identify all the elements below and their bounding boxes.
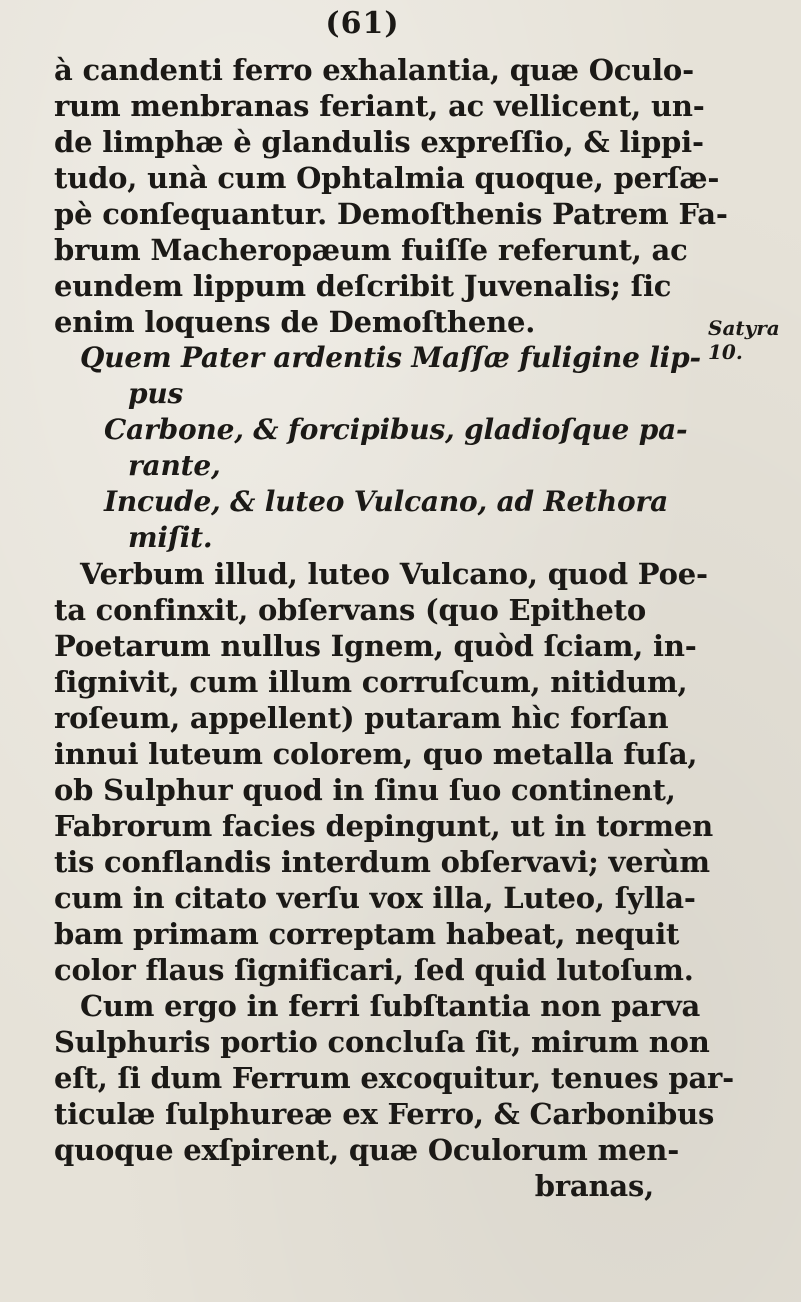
text-line: quoque exſpirent, quæ Oculorum men-	[54, 1133, 680, 1167]
text-line: Verbum illud, luteo Vulcano, quod Poe-	[80, 557, 708, 591]
text-line: ticulæ ſulphureæ ex Ferro, & Carbonibus	[54, 1097, 715, 1131]
text-line: de limphæ è glandulis expreſſio, & lippi-	[54, 125, 704, 159]
text-line: tudo, unà cum Ophtalmia quoque, perſæ-	[54, 161, 720, 195]
text-line: eundem lippum deſcribit Juvenalis; ſic	[54, 269, 672, 303]
margin-note	[708, 316, 780, 364]
text-line: roſeum, appellent) putaram hìc forſan	[54, 701, 669, 735]
verse-line: pus	[128, 377, 184, 410]
verse-line: miſit.	[128, 521, 213, 554]
text-line: ta confinxit, obſervans (quo Epitheto	[54, 593, 646, 627]
text-line: cum in citato verſu vox illa, Luteo, ſylla-	[54, 881, 696, 915]
text-line: ſignivit, cum illum corruſcum, nitidum,	[54, 665, 688, 699]
text-line: color flaus ſignificari, ſed quid lutoſum.	[54, 953, 694, 987]
text-line: rum menbranas feriant, ac vellicent, un-	[54, 89, 705, 123]
catchword: branas,	[534, 1169, 654, 1203]
margin-note-line: Satyra	[708, 316, 780, 340]
verse-line: Carbone, & forcipibus, gladioſque pa-	[104, 413, 688, 446]
text-line: bam primam correptam habeat, nequit	[54, 917, 680, 951]
text-line: pè conſequantur. Demoſthenis Patrem Fa-	[54, 197, 728, 231]
page-number: (61)	[325, 6, 400, 41]
text-line: eſt, ſi dum Ferrum excoquitur, tenues par-	[54, 1061, 734, 1095]
text-line: ob Sulphur quod in ſinu ſuo continent,	[54, 773, 676, 807]
text-line: Fabrorum facies depingunt, ut in tormen	[54, 809, 714, 843]
text-line: Cum ergo in ferri ſubſtantia non parva	[80, 989, 701, 1023]
text-line: brum Macheropæum fuiſſe referunt, ac	[54, 233, 688, 267]
text-line: tis conflandis interdum obſervavi; verùm	[54, 845, 710, 879]
verse-line: rante,	[128, 449, 221, 482]
text-line: à candenti ferro exhalantia, quæ Oculo-	[54, 53, 694, 87]
verse-line: Quem Pater ardentis Maſſæ fuligine lip-	[80, 341, 701, 374]
text-line: innui luteum colorem, quo metalla fuſa,	[54, 737, 698, 771]
text-line: Sulphuris portio concluſa ſit, mirum non	[54, 1025, 710, 1059]
margin-note-line: 10.	[708, 340, 743, 364]
text-line: enim loquens de Demoſthene.	[54, 305, 536, 339]
verse-line: Incude, & luteo Vulcano, ad Rethora	[104, 485, 669, 518]
text-line: Poetarum nullus Ignem, quòd ſciam, in-	[54, 629, 697, 663]
